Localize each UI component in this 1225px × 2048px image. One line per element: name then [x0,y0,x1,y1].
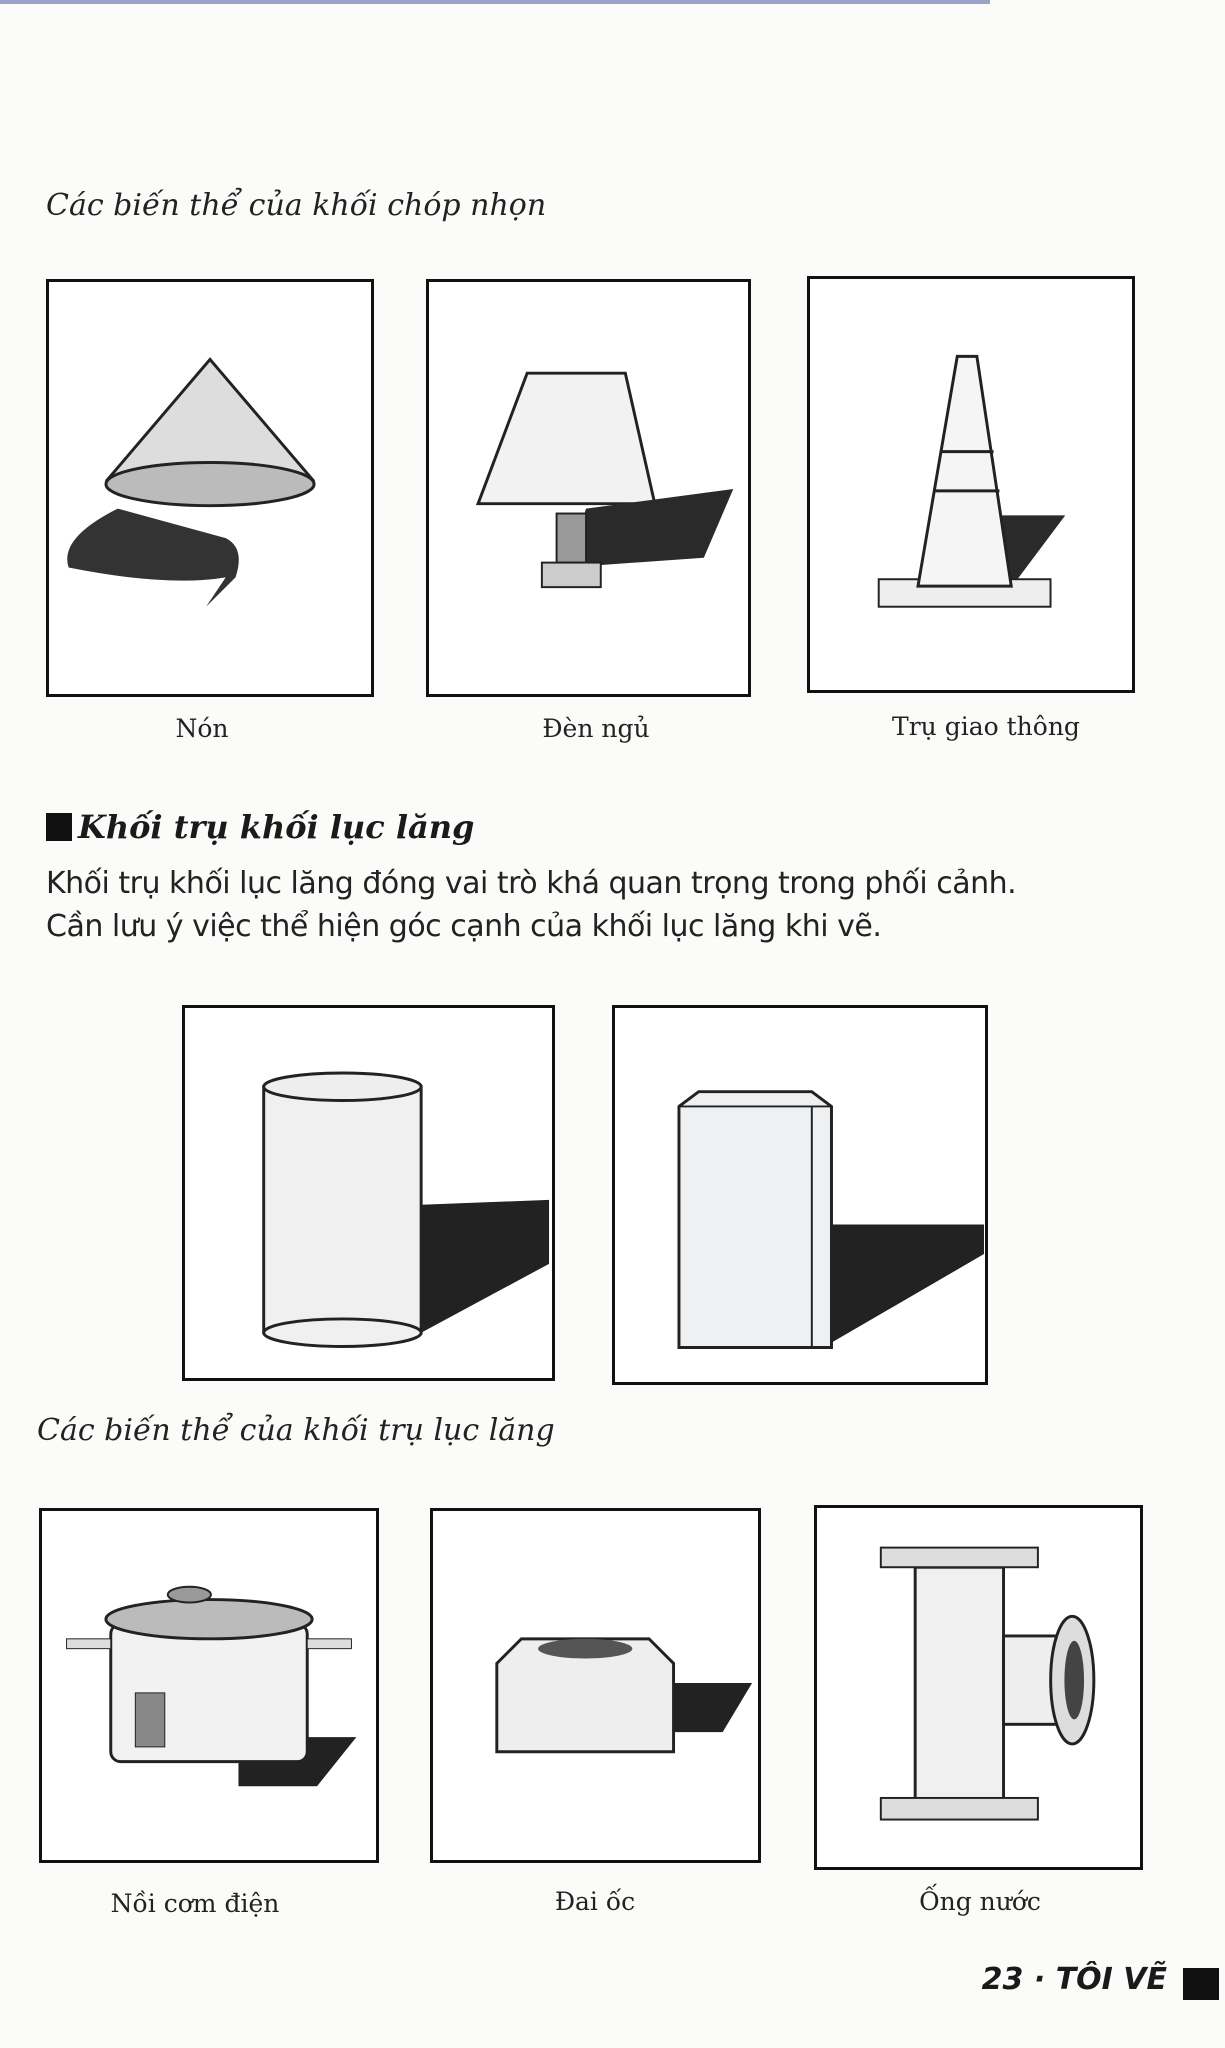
body-line-2: Cần lưu ý việc thể hiện góc cạnh của khối lục lăng khi vẽ. [46,909,882,944]
table-lamp-illustration [426,279,751,697]
rice-cooker-illustration [39,1508,379,1863]
label-noi-com-dien: Nồi cơm điện [110,1889,280,1918]
footer-separator: · [1033,1962,1046,1997]
label-den-ngu: Đèn ngủ [542,714,650,743]
hexagonal-prism-illustration [612,1005,988,1385]
bullet-square-icon [46,813,72,841]
label-ong-nuoc: Ống nước [919,1887,1041,1916]
book-title: TÔI VẼ [1055,1962,1167,1997]
footer-tab-marker [1183,1968,1219,2000]
page-number: 23 [981,1962,1024,1997]
caption-prism-variants: Các biến thể của khối trụ lục lăng [37,1413,555,1448]
page-footer [982,1962,1167,1997]
conical-hat-illustration [46,279,374,697]
section-heading [46,808,474,846]
cylinder-illustration [182,1005,555,1381]
body-line-1: Khối trụ khối lục lăng đóng vai trò khá quan trọng trong phối cảnh. [46,866,1017,901]
label-non: Nón [175,714,229,743]
section-heading-text: Khối trụ khối lục lăng [78,808,475,846]
traffic-cone-illustration [807,276,1135,693]
pipe-tee-illustration [814,1505,1143,1870]
hex-nut-illustration [430,1508,761,1863]
label-tru-giao-thong: Trụ giao thông [892,712,1080,741]
caption-pyramid-variants: Các biến thể của khối chóp nhọn [46,188,547,223]
page-top-edge [0,0,990,4]
label-dai-oc: Đai ốc [554,1887,636,1916]
